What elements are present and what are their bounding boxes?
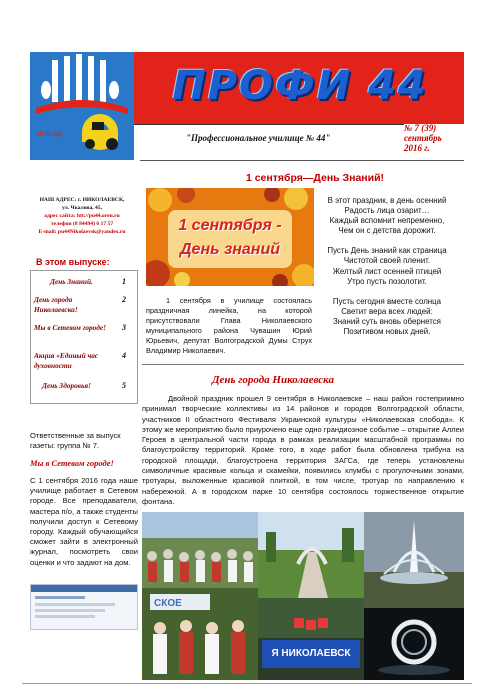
poem-line: Пусть сегодня вместе солнца [332, 296, 442, 306]
photo-performers [142, 588, 258, 680]
toc-item-label: День города Николаевска! [34, 295, 78, 314]
knowledge-day-paragraph: 1 сентября в училище состоялась праздничная линейка, на которой присутствовали Глава Николаевского муниципального района Чувашин Юрий Юрьевич, депутат Волгоградской Думы Струх Владимир Николаевич. [146, 296, 312, 355]
article-rule [142, 364, 464, 365]
alley-photo-icon [258, 512, 364, 598]
issue-number: № 7 (39) [404, 123, 437, 133]
photo-fountain [364, 512, 464, 608]
poem [312, 196, 462, 337]
issue-info [404, 123, 464, 153]
screenshot-line [35, 609, 105, 612]
city-day-text: Двойной праздник прошел 9 сентября в Николаевске – наш район гостеприимно принимал творческие коллективы из 14 районов и городов Волгоградской области, участников II областного Фестиваля Украинской культуры «Николаевская слобода». К этому же мероприятию было приурочено еще одно грандиозное событие – открытие Аллеи Героев в центральной части города в рамках реализации масштабной программы по благоустройству территорий. Кроме того, в ходе работ была обновлена трибуна на городской площади, благоустроена территория ЗАГСа, где теперь установлены символичные красивые кольца и скамейки, появились клумбы с прогулочными зонами, тротуары, выложенные красивой плиткой, в том числе, тротуар по направлению к набережной. А в городском парке 10 сентября состоялось торжественное открытие фонтана. [142, 394, 464, 506]
address-email: E-mail: pu44Nikolaevsk@yandex.ru [38, 229, 126, 235]
photo-city-sign [258, 598, 364, 680]
toc-title: В этом выпуске: [36, 257, 110, 267]
toc-item-label: Мы в Сетевом городе! [34, 323, 106, 332]
photo-alley [258, 512, 364, 598]
address-label: НАШ АДРЕС: [39, 197, 77, 203]
table-of-contents [30, 270, 138, 404]
autumn-leaves-icon [146, 188, 314, 286]
city-sign-text: Я НИКОЛАЕВСК [271, 648, 351, 659]
school-logo [30, 52, 134, 160]
address-site: адрес сайта: htt://pu44.oren.ru [44, 213, 120, 219]
poem-line: Радость лица озарит… [344, 206, 430, 216]
toc-item-page: 5 [122, 381, 126, 390]
poem-line: Пусть День знаний как страница [327, 246, 447, 256]
poem-line: Желтый лист осенней птицей [332, 266, 442, 276]
issue-month: сентябрь [404, 133, 442, 143]
logo-year: 1970 год [36, 130, 62, 138]
night-fountain-photo-icon [364, 608, 464, 680]
poem-line: Каждый вспомнит непременно, [329, 216, 445, 226]
network-text: С 1 сентября 2016 года наше училище работает в Сетевом городе. Все преподаватели, мастера п/о, а также студенты получили доступ к Сетевому городу. Каждый обучающийся сможет зайти в электронный журнал, посмотреть свои оценки и что задают на дом. [30, 476, 138, 567]
toc-item-page: 3 [122, 323, 126, 332]
toc-item-label: День Здоровья! [42, 381, 92, 390]
toc-item-page: 4 [122, 351, 126, 360]
image-caption-date: 1 сентября - [178, 217, 282, 234]
fountain-photo-icon [364, 512, 464, 608]
screenshot-line [35, 615, 95, 618]
image-caption-title: День знаний [180, 241, 280, 258]
address-phone: телефон (8 84494) 6 17 57 [50, 221, 114, 227]
photo-night-fountain [364, 608, 464, 680]
toc-item-label: День Знаний. [50, 277, 93, 286]
city-sign-photo-icon [258, 598, 364, 680]
knowledge-day-title: 1 сентября—День Знаний! [245, 172, 385, 184]
issue-year: 2016 г. [404, 143, 430, 153]
toc-item-page: 1 [122, 277, 126, 286]
photo-crowd [142, 512, 258, 588]
toc-item-page: 2 [122, 295, 126, 304]
section-rule [140, 160, 464, 161]
knowledge-day-image [146, 188, 314, 286]
screenshot-line [35, 603, 115, 606]
poem-line: Чистотой своей пленит. [343, 256, 431, 266]
newspaper-title: ПРОФИ 44 [172, 63, 428, 109]
svg-text:СКОЕ: СКОЕ [154, 598, 182, 609]
knowledge-day-text [146, 296, 312, 356]
school-tagline: "Профессиональное училище № 44" [186, 133, 331, 143]
responsible-note: Ответственные за выпуск газеты: группа № 7. [30, 431, 121, 450]
contact-address [30, 196, 134, 236]
toc-item-label: Акция «Единый час духовности [34, 351, 99, 370]
performers-photo-icon [142, 588, 258, 680]
city-day-title: День города Николаевска [212, 374, 334, 386]
network-city-screenshot [30, 584, 138, 630]
poem-line: В этот праздник, в день осенний [327, 196, 447, 205]
network-title: Мы в Сетевом городе! [30, 458, 114, 468]
screenshot-line [35, 596, 85, 599]
page-bottom-rule [22, 683, 472, 684]
crowd-photo-icon [142, 512, 258, 588]
address-street: ул. Чкалова, 45, [61, 205, 103, 211]
screenshot-titlebar [31, 585, 137, 592]
logo-emblem-icon [30, 52, 134, 160]
header-rule [134, 124, 404, 125]
poem-line: Позитивом новых дней. [343, 327, 431, 337]
poem-line: Знаний суть вновь обернется [333, 316, 441, 326]
address-city: г. НИКОЛАЕВСК, [77, 197, 125, 203]
poem-line: Утро пусть позолотит. [347, 276, 427, 286]
poem-line: Чем он с детства дорожит. [338, 226, 436, 236]
poem-line: Светит вера всех людей: [341, 306, 433, 316]
